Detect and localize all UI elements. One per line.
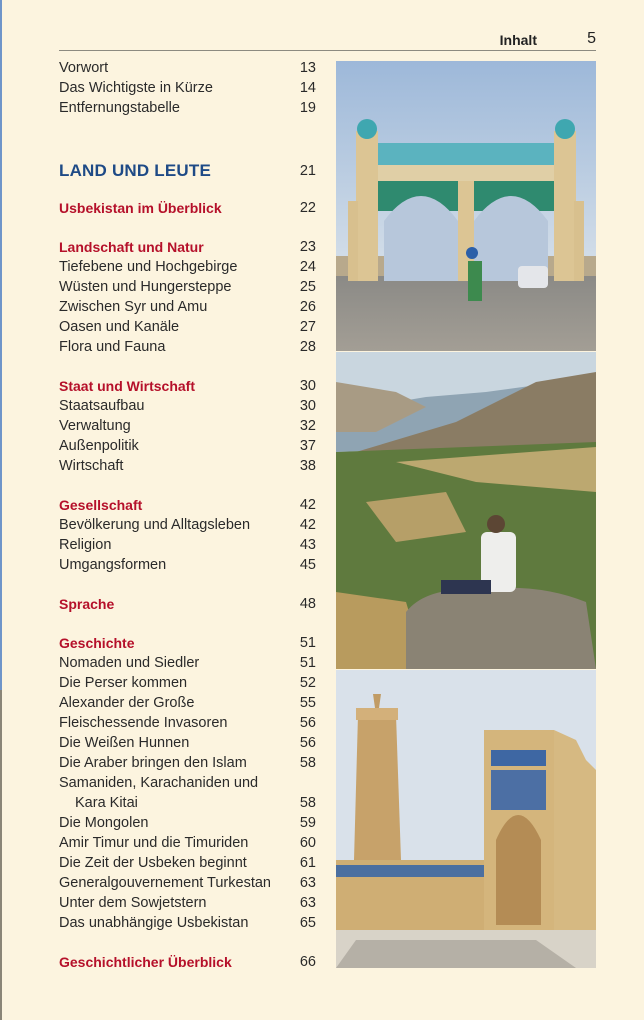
toc-entry[interactable] — [59, 297, 316, 317]
toc-entry[interactable] — [59, 535, 316, 555]
toc-entry[interactable] — [59, 58, 316, 78]
toc-label: Umgangsformen — [59, 557, 167, 573]
toc-label: Wüsten und Hungersteppe — [59, 279, 232, 295]
toc-entry[interactable] — [59, 317, 316, 337]
toc-chapter-heading[interactable] — [59, 594, 316, 614]
toc-label: Samaniden, Karachaniden und — [59, 775, 259, 791]
toc-page: 55 — [299, 695, 316, 711]
toc-chapter-heading[interactable] — [59, 237, 316, 257]
toc-entry[interactable] — [59, 337, 316, 357]
toc-label: Amir Timur und die Timuriden — [59, 835, 249, 851]
toc-page: 61 — [299, 855, 316, 871]
page-number: 5 — [587, 30, 596, 47]
toc-label: Die Perser kommen — [59, 675, 188, 691]
toc-entry[interactable] — [59, 693, 316, 713]
toc-label: Generalgouvernement Turkestan — [59, 875, 271, 891]
toc-page: 51 — [299, 635, 316, 651]
toc-label: Unter dem Sowjetstern — [59, 895, 207, 911]
toc-page: 28 — [299, 339, 316, 355]
section-title: Inhalt — [499, 32, 537, 48]
toc-label: Nomaden und Siedler — [59, 655, 200, 671]
toc-entry[interactable] — [59, 733, 316, 753]
toc-label: Die Araber bringen den Islam — [59, 755, 247, 771]
toc-entry[interactable] — [59, 515, 316, 535]
toc-label: Vorwort — [59, 60, 109, 76]
toc-page: 26 — [299, 299, 316, 315]
toc-label: Usbekistan im Überblick — [59, 200, 222, 216]
toc-entry[interactable] — [59, 893, 316, 913]
toc-page: 25 — [299, 279, 316, 295]
toc-page: 27 — [299, 319, 316, 335]
toc-entry[interactable] — [59, 753, 316, 773]
photo-mosque — [336, 670, 596, 968]
toc-label: Sprache — [59, 596, 115, 612]
toc-label: Flora und Fauna — [59, 339, 166, 355]
toc-chapter-heading[interactable] — [59, 198, 316, 218]
toc-label: Zwischen Syr und Amu — [59, 299, 208, 315]
toc-label: Fleischessende Invasoren — [59, 715, 228, 731]
toc-label: Entfernungstabelle — [59, 100, 180, 116]
toc-entry[interactable] — [59, 673, 316, 693]
toc-entry[interactable] — [59, 653, 316, 673]
photo-valley — [336, 352, 596, 669]
toc-page: 60 — [299, 835, 316, 851]
toc-entry[interactable] — [59, 813, 316, 833]
toc-entry[interactable] — [59, 98, 316, 118]
toc-page: 32 — [299, 418, 316, 434]
toc-label: Landschaft und Natur — [59, 239, 204, 255]
toc-part-heading[interactable] — [59, 161, 316, 181]
toc-page: 30 — [299, 378, 316, 394]
toc-page: 66 — [299, 954, 316, 970]
toc-page: 42 — [299, 497, 316, 513]
toc-page: 14 — [299, 80, 316, 96]
toc-page: 52 — [299, 675, 316, 691]
toc-label: Staat und Wirtschaft — [59, 378, 195, 394]
toc-label: Die Mongolen — [59, 815, 149, 831]
toc-label: Oasen und Kanäle — [59, 319, 180, 335]
toc-page: 65 — [299, 915, 316, 931]
toc-page: 63 — [299, 875, 316, 891]
toc-entry[interactable] — [59, 873, 316, 893]
toc-page: 38 — [299, 458, 316, 474]
toc-page: 21 — [299, 163, 316, 179]
toc-page: 37 — [299, 438, 316, 454]
toc-label: Die Weißen Hunnen — [59, 735, 190, 751]
toc-page: 23 — [299, 239, 316, 255]
toc-page: 56 — [299, 735, 316, 751]
toc-chapter-heading[interactable] — [59, 376, 316, 396]
page-edge-left-lower — [0, 690, 2, 1020]
toc-page: 24 — [299, 259, 316, 275]
toc-page: 30 — [299, 398, 316, 414]
toc-entry[interactable] — [59, 853, 316, 873]
toc-label: Verwaltung — [59, 418, 131, 434]
toc-page: 58 — [299, 795, 316, 811]
toc-page: 56 — [299, 715, 316, 731]
toc-label: Religion — [59, 537, 112, 553]
toc-page: 43 — [299, 537, 316, 553]
toc-page: 42 — [299, 517, 316, 533]
toc-entry[interactable] — [59, 396, 316, 416]
toc-label: Außenpolitik — [59, 438, 139, 454]
toc-entry[interactable] — [59, 713, 316, 733]
toc-label: Tiefebene und Hochgebirge — [59, 259, 238, 275]
toc-label: Die Zeit der Usbeken beginnt — [59, 855, 247, 871]
toc-page: 13 — [299, 60, 316, 76]
toc-page: 22 — [299, 200, 316, 216]
toc-page: 51 — [299, 655, 316, 671]
toc-entry[interactable] — [59, 555, 316, 575]
toc-label: Bevölkerung und Alltagsleben — [59, 517, 251, 533]
toc-page: 59 — [299, 815, 316, 831]
toc-label: Geschichtlicher Überblick — [59, 954, 232, 970]
toc-label: Wirtschaft — [59, 458, 124, 474]
page-edge-left — [0, 0, 2, 690]
toc-label: Alexander der Große — [59, 695, 195, 711]
toc-entry[interactable] — [59, 773, 316, 793]
toc-entry[interactable] — [59, 456, 316, 476]
toc-label: Kara Kitai — [75, 795, 138, 811]
toc-page: 45 — [299, 557, 316, 573]
toc-page: 19 — [299, 100, 316, 116]
toc-entry[interactable] — [59, 416, 316, 436]
header-rule — [59, 50, 596, 51]
photo-gate — [336, 61, 596, 351]
toc-entry[interactable] — [59, 833, 316, 853]
toc-label: LAND UND LEUTE — [59, 161, 212, 180]
toc-page: 63 — [299, 895, 316, 911]
toc-entry[interactable] — [59, 277, 316, 297]
toc-label: Geschichte — [59, 635, 135, 651]
toc-chapter-heading[interactable] — [59, 495, 316, 515]
table-of-contents — [59, 58, 316, 972]
toc-page: 48 — [299, 596, 316, 612]
toc-label: Das unabhängige Usbekistan — [59, 915, 249, 931]
running-head — [59, 30, 596, 50]
toc-label: Gesellschaft — [59, 497, 143, 513]
toc-page: 58 — [299, 755, 316, 771]
toc-chapter-heading[interactable] — [59, 952, 316, 972]
toc-entry[interactable] — [59, 793, 316, 813]
toc-label: Das Wichtigste in Kürze — [59, 80, 213, 96]
toc-entry[interactable] — [59, 257, 316, 277]
toc-entry[interactable] — [59, 913, 316, 933]
toc-label: Staatsaufbau — [59, 398, 145, 414]
toc-chapter-heading[interactable] — [59, 633, 316, 653]
toc-entry[interactable] — [59, 436, 316, 456]
toc-entry[interactable] — [59, 78, 316, 98]
